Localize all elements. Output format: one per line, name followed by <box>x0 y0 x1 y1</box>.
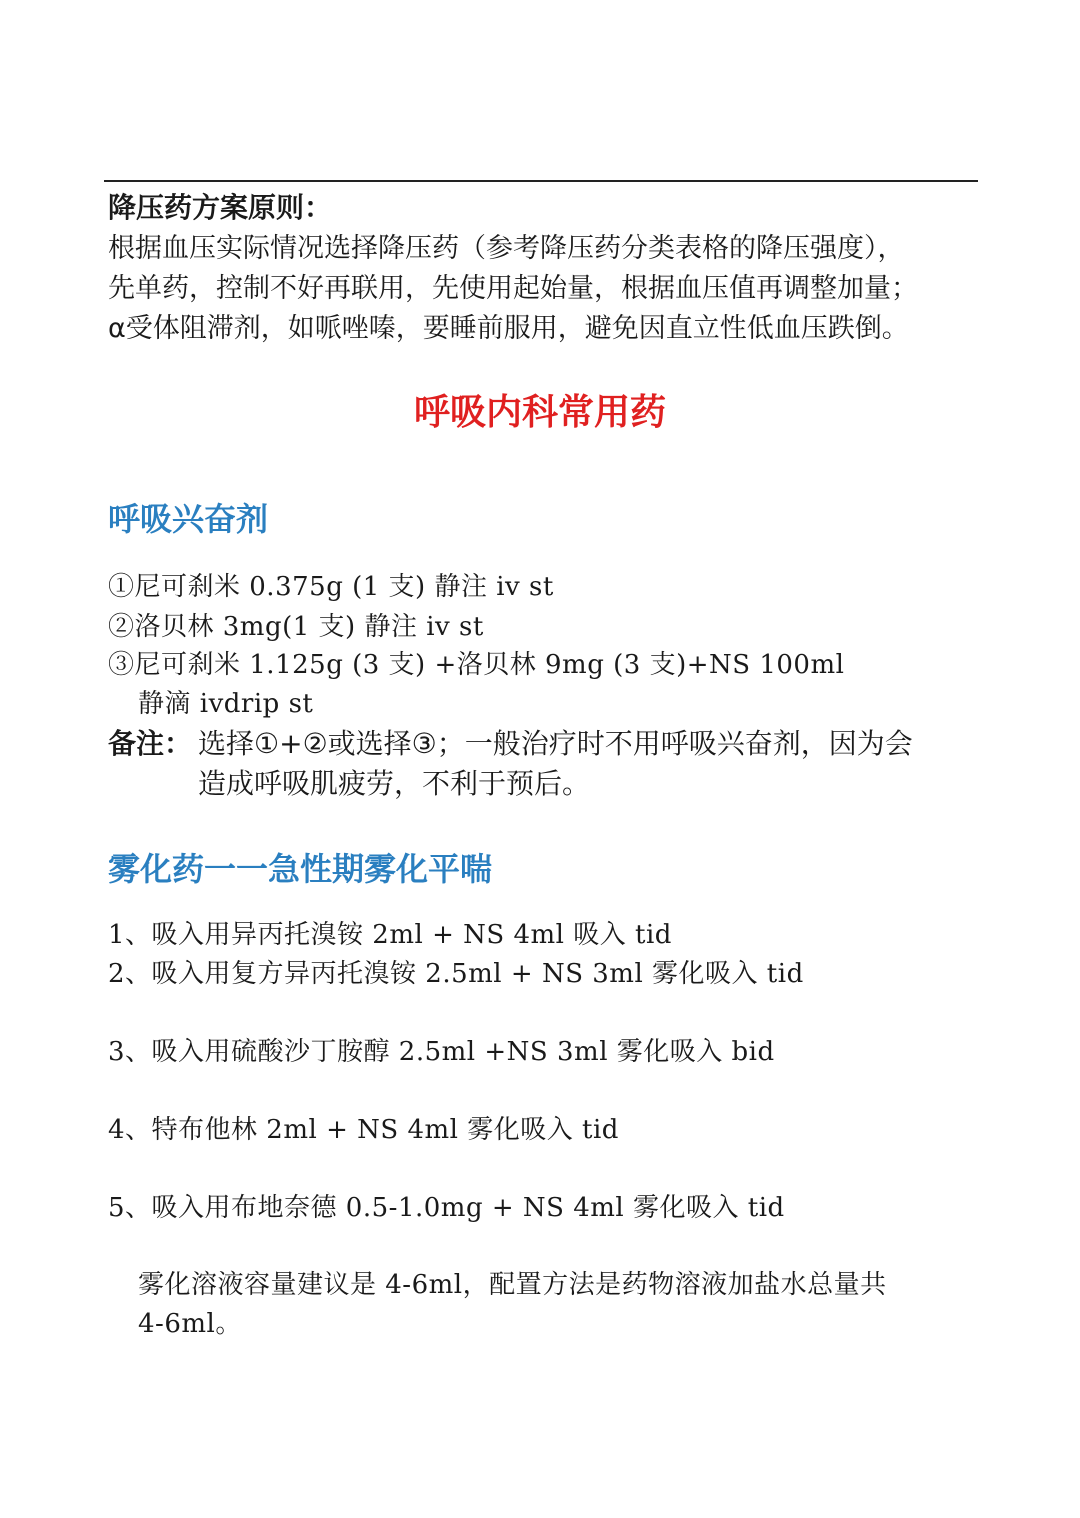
bp-principles-line-3: α受体阻滞剂，如哌唑嗪，要睡前服用，避免因直立性低血压跌倒。 <box>108 313 909 344</box>
bp-principles-line-2: 先单药，控制不好再联用，先使用起始量，根据血压值再调整加量； <box>108 273 918 304</box>
stimulant-note-label: 备注： <box>108 727 193 760</box>
nebulizer-tip-line-1: 雾化溶液容量建议是 4-6ml，配置方法是药物溶液加盐水总量共 <box>138 1270 887 1300</box>
stimulant-item-2: ②洛贝林 3mg(1 支) 静注 iv st <box>108 612 484 642</box>
stimulant-note-line-2: 造成呼吸肌疲劳，不利于预后。 <box>198 767 591 800</box>
bp-principles-line-1: 根据血压实际情况选择降压药（参考降压药分类表格的降压强度）， <box>108 233 905 264</box>
bp-principles-heading: 降压药方案原则： <box>108 191 333 224</box>
stimulant-item-3-continued: 静滴 ivdrip st <box>138 689 314 719</box>
nebulizer-heading: 雾化药一一急性期雾化平喘 <box>108 850 493 888</box>
nebulizer-item-3: 3、吸入用硫酸沙丁胺醇 2.5ml +NS 3ml 雾化吸入 bid <box>108 1037 775 1067</box>
stimulant-item-3: ③尼可刹米 1.125g (3 支) +洛贝林 9mg (3 支)+NS 100ml <box>108 650 845 680</box>
nebulizer-item-2: 2、吸入用复方异丙托溴铵 2.5ml + NS 3ml 雾化吸入 tid <box>108 959 804 989</box>
stimulant-item-1: ①尼可刹米 0.375g (1 支) 静注 iv st <box>108 572 554 602</box>
stimulant-note-line-1: 选择①+②或选择③；一般治疗时不用呼吸兴奋剂，因为会 <box>198 727 913 760</box>
nebulizer-item-1: 1、吸入用异丙托溴铵 2ml + NS 4ml 吸入 tid <box>108 920 672 950</box>
stimulant-heading: 呼吸兴奋剂 <box>108 500 269 538</box>
nebulizer-tip-line-2: 4-6ml。 <box>138 1309 242 1339</box>
nebulizer-item-4: 4、特布他林 2ml + NS 4ml 雾化吸入 tid <box>108 1115 619 1145</box>
top-divider <box>104 180 978 182</box>
nebulizer-item-5: 5、吸入用布地奈德 0.5-1.0mg + NS 4ml 雾化吸入 tid <box>108 1193 785 1223</box>
page-title: 呼吸内科常用药 <box>413 392 666 433</box>
